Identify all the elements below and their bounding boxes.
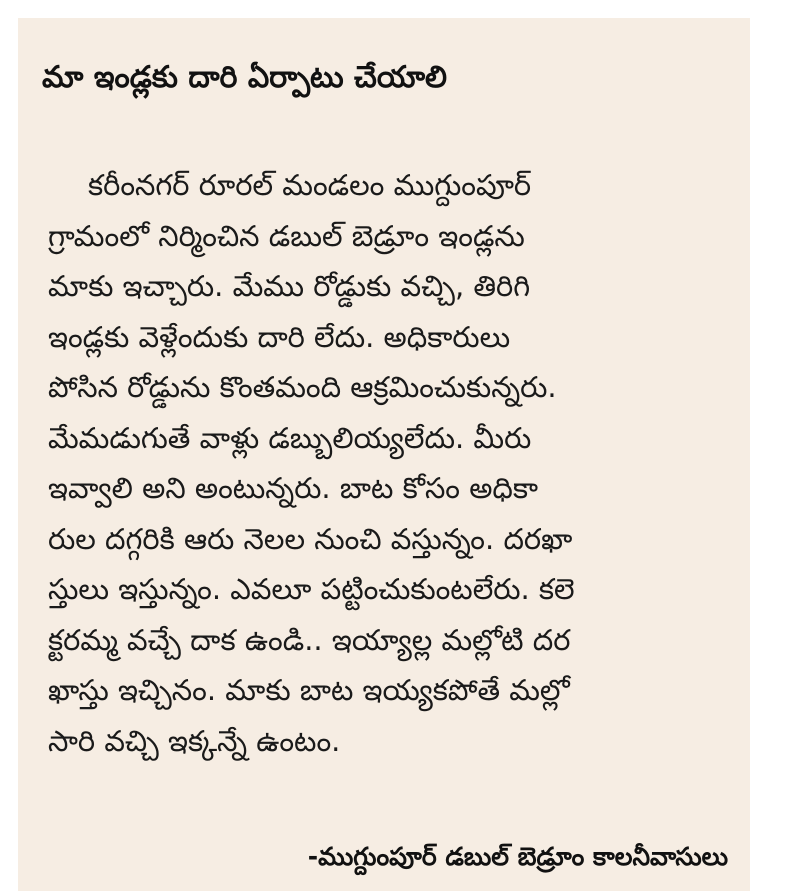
- body-line: ఇవ్వాలి అని అంటున్నరు. బాట కోసం అధికా: [48, 471, 539, 505]
- body-line: ఇండ్లకు వెళ్లేందుకు దారి లేదు. అధికారులు: [48, 319, 511, 354]
- body-line: పోసిన రోడ్డును కొంతమంది ఆక్రమించుకున్నరు.: [48, 370, 557, 404]
- letter-body: [48, 160, 728, 766]
- body-line: సారి వచ్చి ఇక్కన్నే ఉంటం.: [48, 723, 341, 758]
- body-line: కరీంనగర్ రూరల్ మండలం ముగ్దుంపూర్: [88, 168, 532, 202]
- body-line: స్తులు ఇస్తున్నం. ఎవలూ పట్టించుకుంటలేరు. కలె: [48, 572, 575, 606]
- newspaper-clipping: [18, 18, 750, 891]
- body-line: మాకు ఇచ్చారు. మేము రోడ్డుకు వచ్చి, తిరిగి: [48, 269, 531, 303]
- letter-signature: -ముగ్దుంపూర్ డబుల్ బెడ్రూం కాలనీవాసులు: [307, 842, 728, 871]
- body-line: రుల దగ్గరికి ఆరు నెలల నుంచి వస్తున్నం. దరఖా: [48, 521, 573, 556]
- body-line: మేమడుగుతే వాళ్లు డబ్బులియ్యలేదు. మీరు: [48, 420, 532, 455]
- body-line: క్టరమ్మ వచ్చే దాక ఉండి.. ఇయ్యాల్ల మల్లోటి దర: [48, 622, 571, 657]
- body-line: ఖాస్తు ఇచ్చినం. మాకు బాట ఇయ్యకపోతే మల్లో: [48, 673, 570, 707]
- body-line: గ్రామంలో నిర్మించిన డబుల్ బెడ్రూం ఇండ్లను: [48, 218, 525, 253]
- letter-headline: మా ఇండ్లకు దారి ఏర్పాటు చేయాలి: [42, 60, 448, 95]
